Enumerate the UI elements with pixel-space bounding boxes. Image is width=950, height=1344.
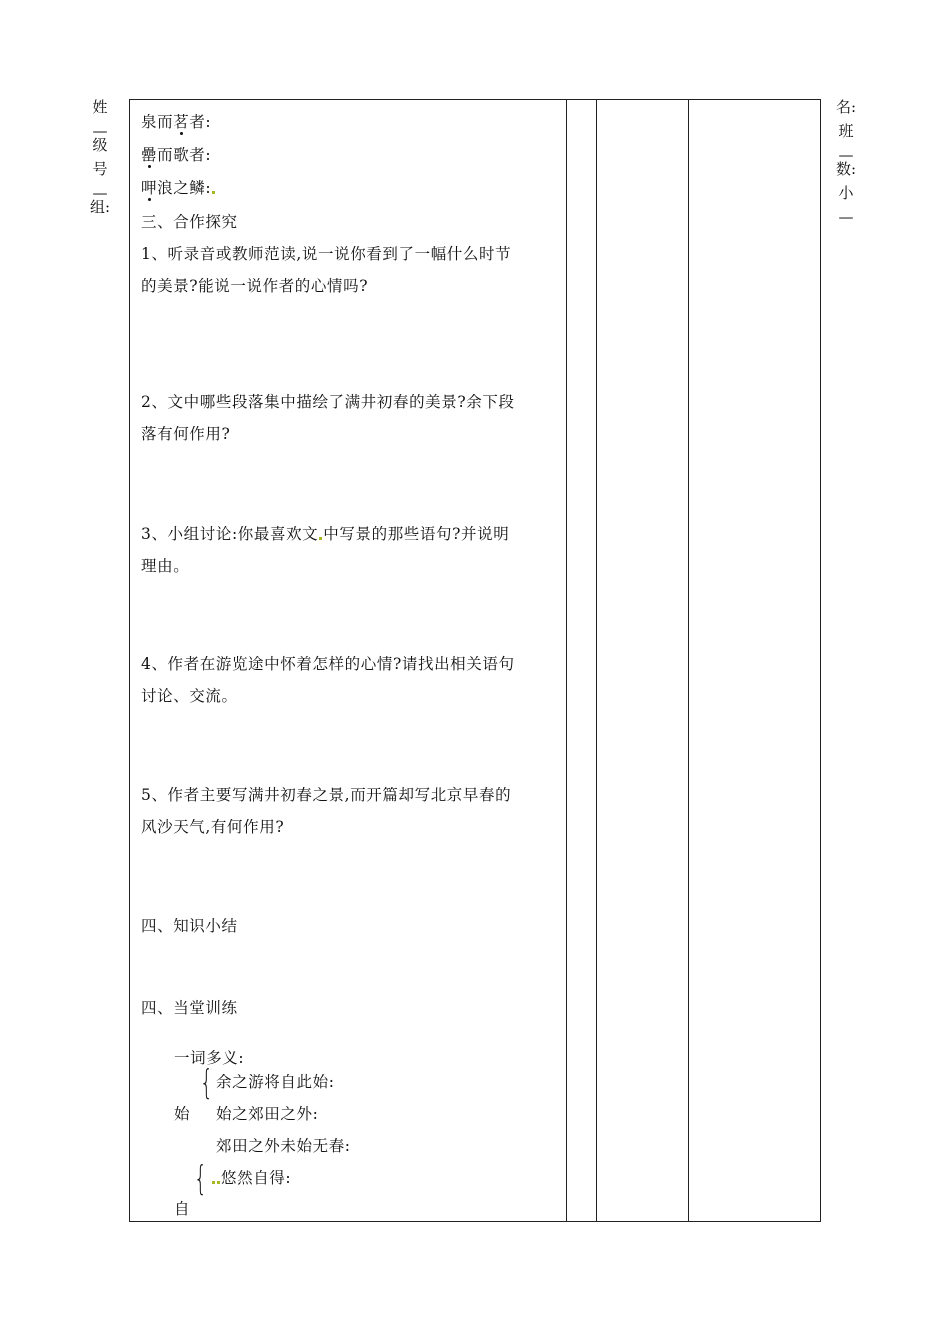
- brace-icon: {: [200, 1063, 214, 1103]
- emphasis-char: 罍: [141, 146, 158, 164]
- question-line: 风沙天气,有何作用?: [141, 818, 285, 836]
- right-margin-labels: [833, 100, 859, 224]
- polysemy-item: 悠然自得:: [211, 1166, 291, 1188]
- highlight-mark: [212, 191, 215, 194]
- left-margin-labels: [87, 100, 113, 224]
- section-title: 四、当堂训练: [141, 999, 238, 1017]
- polysemy-item: 余之游将自此始:: [216, 1073, 335, 1091]
- question-line: 1、听录音或教师范读,说一说你看到了一幅什么时节: [141, 245, 512, 263]
- margin-char: 名:: [835, 98, 857, 116]
- polysemy-char: 始: [174, 1105, 191, 1123]
- margin-dash: —: [92, 122, 108, 140]
- brace-icon: {: [194, 1159, 208, 1199]
- vocab-line: 泉而茗者:: [141, 113, 212, 131]
- worksheet-table: [129, 99, 821, 1222]
- margin-char: 数:: [835, 160, 857, 178]
- margin-char: 级: [92, 136, 108, 154]
- polysemy-item: 郊田之外未始无春:: [216, 1137, 351, 1155]
- vocab-line: 呷浪之鳞:: [141, 176, 216, 198]
- highlight-mark: [217, 1181, 220, 1184]
- section-title: 四、知识小结: [141, 917, 238, 935]
- section-title: 三、合作探究: [141, 213, 238, 231]
- emphasis-char: 茗: [173, 113, 190, 131]
- question-line: 的美景?能说一说作者的心情吗?: [141, 277, 369, 295]
- margin-char: 小: [838, 184, 854, 202]
- margin-char: 班: [838, 122, 854, 140]
- highlight-mark: [319, 537, 322, 540]
- margin-char: 组:: [89, 198, 111, 216]
- margin-dash: —: [92, 184, 108, 202]
- column-divider: [566, 100, 567, 1221]
- column-divider: [596, 100, 597, 1221]
- question-line: 5、作者主要写满井初春之景,而开篇却写北京早春的: [141, 786, 512, 804]
- margin-char: 姓: [92, 98, 108, 116]
- polysemy-char: 自: [174, 1200, 191, 1218]
- question-line: 4、作者在游览途中怀着怎样的心情?请找出相关语句: [141, 655, 515, 673]
- margin-char: 号: [92, 160, 108, 178]
- margin-dash: —: [838, 146, 854, 164]
- polysemy-item: 始之郊田之外:: [216, 1105, 319, 1123]
- question-line: 理由。: [141, 557, 190, 575]
- emphasis-char: 呷: [141, 179, 158, 197]
- question-line: 讨论、交流。: [141, 687, 238, 705]
- column-divider: [688, 100, 689, 1221]
- question-line: 落有何作用?: [141, 425, 231, 443]
- margin-dash: —: [838, 208, 854, 226]
- polysemy-title: 一词多义:: [174, 1049, 245, 1067]
- vocab-line: 罍而歌者:: [141, 146, 212, 164]
- question-line: 2、文中哪些段落集中描绘了满井初春的美景?余下段: [141, 393, 515, 411]
- highlight-mark: [212, 1181, 215, 1184]
- question-line: 3、小组讨论:你最喜欢文 中写景的那些语句?并说明: [141, 525, 510, 543]
